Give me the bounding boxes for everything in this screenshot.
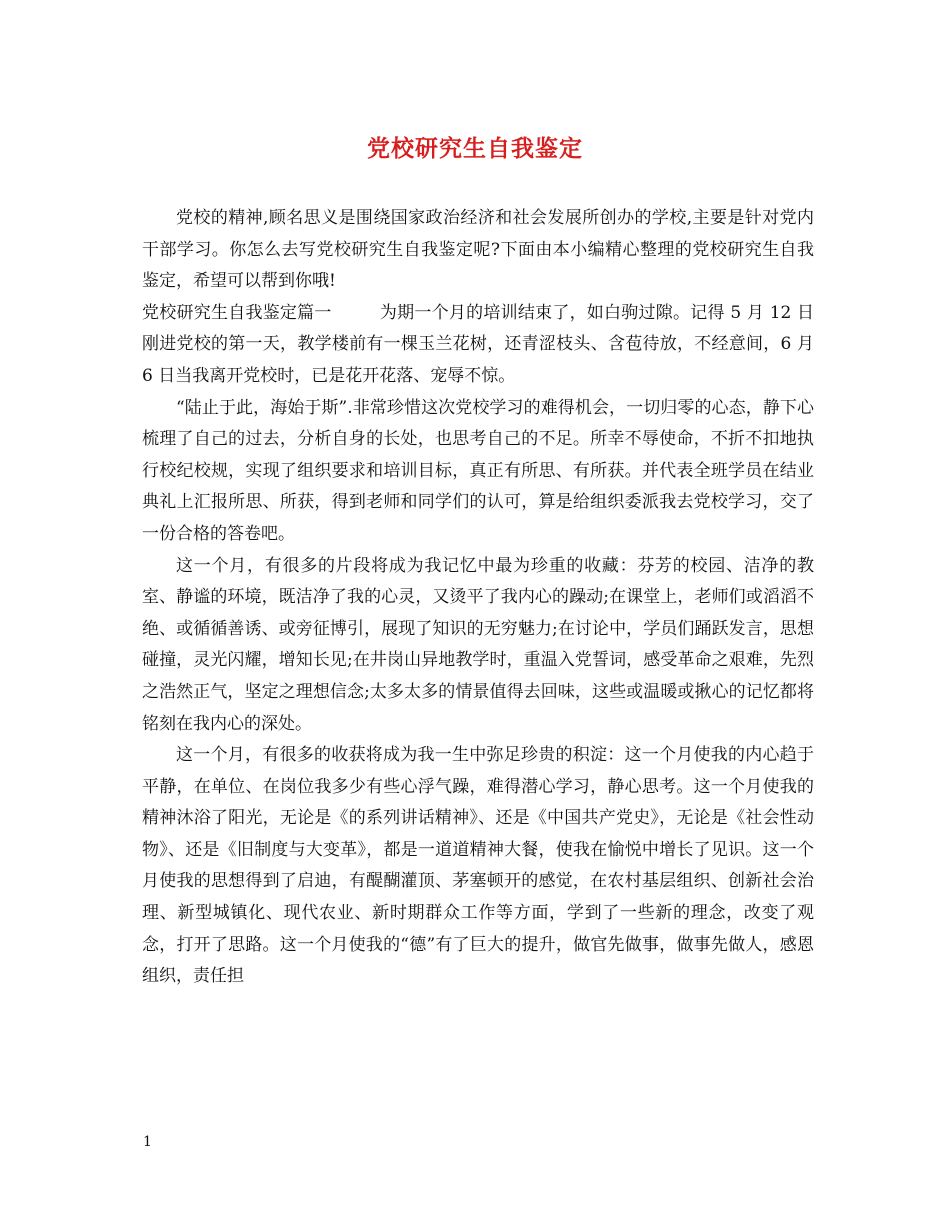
document-body [142,203,814,993]
section-first-paragraph [142,298,814,393]
document-title: 党校研究生自我鉴定 [367,135,583,162]
page-number: 1 [143,1134,152,1150]
body-paragraph-2: “陆止于此，海始于斯”.非常珍惜这次党校学习的难得机会，一切归零的心态，静下心梳理了自己的过去，分析自身的长处，也思考自己的不足。所幸不辱使命，不折不扣地执行校纪校规，实现了组织要求和培训目标，真正有所思、有所获。并代表全班学员在结业典礼上汇报所思、所获，得到老师和同学们的认可，算是给组织委派我去党校学习，交了一份合格的答卷吧。 [142,397,814,544]
section-first-text: 为期一个月的培训结束了，如白驹过隙。记得 5 月 12 日刚进党校的第一天，教学楼前有一棵玉兰花树，还青涩枝头、含苞待放，不经意间，6 月 6 日当我离开党校时，已是花开花落、宠辱不惊。 [142,302,815,386]
body-paragraph-3: 这一个月，有很多的片段将成为我记忆中最为珍重的收藏：芬芳的校园、洁净的教室、静谧的环境，既洁净了我的心灵，又烫平了我内心的躁动;在课堂上，老师们或滔滔不绝、或循循善诱、或旁征博引，展现了知识的无穷魅力;在讨论中，学员们踊跃发言，思想碰撞，灵光闪耀，增知长见;在井岗山异地教学时，重温入党誓词，感受革命之艰难，先烈之浩然正气，坚定之理想信念;太多太多的情景值得去回味，这些或温暖或揪心的记忆都将铭刻在我内心的深处。 [142,555,814,734]
body-paragraph-4: 这一个月，有很多的收获将成为我一生中弥足珍贵的积淀：这一个月使我的内心趋于平静，在单位、在岗位我多少有些心浮气躁，难得潜心学习，静心思考。这一个月使我的精神沐浴了阳光，无论是《的系列讲话精神》、还是《中国共产党史》，无论是《社会性动物》、还是《旧制度与大变革》，都是一道道精神大餐，使我在愉悦中增长了见识。这一个月使我的思想得到了启迪，有醍醐灌顶、茅塞顿开的感觉，在农村基层组织、创新社会治理、新型城镇化、现代农业、新时期群众工作等方面，学到了一些新的理念，改变了观念，打开了思路。这一个月使我的“德”有了巨大的提升，做官先做事，做事先做人，感恩组织，责任担 [142,745,814,987]
section-heading: 党校研究生自我鉴定篇一 [142,302,332,323]
intro-paragraph: 党校的精神,顾名思义是围绕国家政治经济和社会发展所创办的学校,主要是针对党内干部学习。你怎么去写党校研究生自我鉴定呢?下面由本小编精心整理的党校研究生自我鉴定，希望可以帮到你哦! [142,208,814,292]
